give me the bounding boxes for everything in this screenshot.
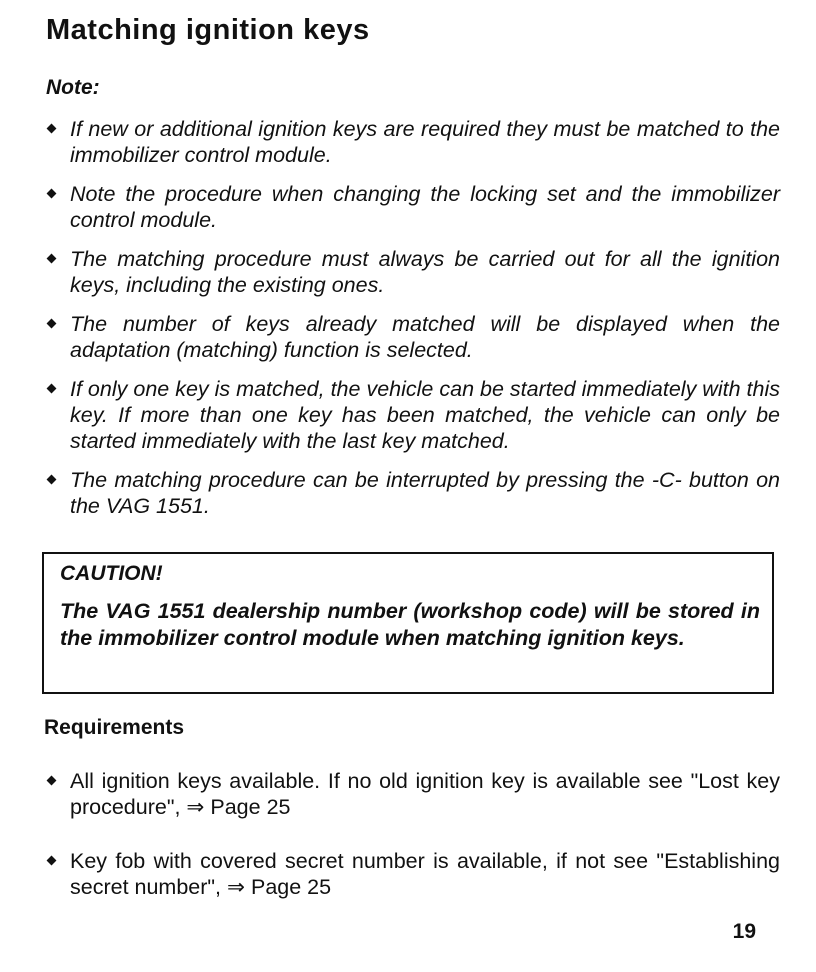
requirement-item-text: All ignition keys available. If no old ignition key is available see "Lost key procedure", ⇒ Page 25 — [70, 769, 780, 819]
requirements-list — [46, 768, 780, 928]
note-item-text: The number of keys already matched will be displayed when the adaptation (matching) function is selected. — [70, 312, 780, 362]
diamond-bullet-icon — [47, 475, 57, 485]
note-item-text: If only one key is matched, the vehicle can be started immediately with this key. If more than one key has been matched, the vehicle can only be started immediately with the last key matched. — [70, 377, 780, 453]
note-item — [46, 246, 780, 298]
requirement-item — [46, 848, 780, 900]
diamond-bullet-icon — [47, 319, 57, 329]
caution-text: The VAG 1551 dealership number (workshop code) will be stored in the immobilizer control module when matching ignition keys. — [60, 599, 760, 650]
diamond-bullet-icon — [47, 189, 57, 199]
requirement-item — [46, 768, 780, 820]
page-title: Matching ignition keys — [46, 14, 370, 46]
note-item — [46, 181, 780, 233]
diamond-bullet-icon — [47, 856, 57, 866]
note-list — [46, 116, 780, 532]
diamond-bullet-icon — [47, 384, 57, 394]
requirements-heading: Requirements — [44, 716, 185, 739]
page-number: 19 — [732, 920, 756, 943]
note-item — [46, 467, 780, 519]
diamond-bullet-icon — [47, 776, 57, 786]
note-item-text: Note the procedure when changing the locking set and the immobilizer control module. — [70, 182, 780, 232]
diamond-bullet-icon — [47, 254, 57, 264]
note-item — [46, 311, 780, 363]
note-item-text: The matching procedure must always be carried out for all the ignition keys, including the existing ones. — [70, 247, 780, 297]
caution-title: CAUTION! — [60, 562, 163, 585]
requirement-item-text: Key fob with covered secret number is available, if not see "Establishing secret number", ⇒ Page 25 — [70, 849, 780, 899]
caution-box — [42, 552, 774, 694]
note-label: Note: — [46, 76, 100, 99]
note-item — [46, 116, 780, 168]
note-item-text: The matching procedure can be interrupted by pressing the -C- button on the VAG 1551. — [70, 468, 780, 518]
note-item — [46, 376, 780, 454]
diamond-bullet-icon — [47, 124, 57, 134]
note-item-text: If new or additional ignition keys are required they must be matched to the immobilizer control module. — [70, 117, 780, 167]
